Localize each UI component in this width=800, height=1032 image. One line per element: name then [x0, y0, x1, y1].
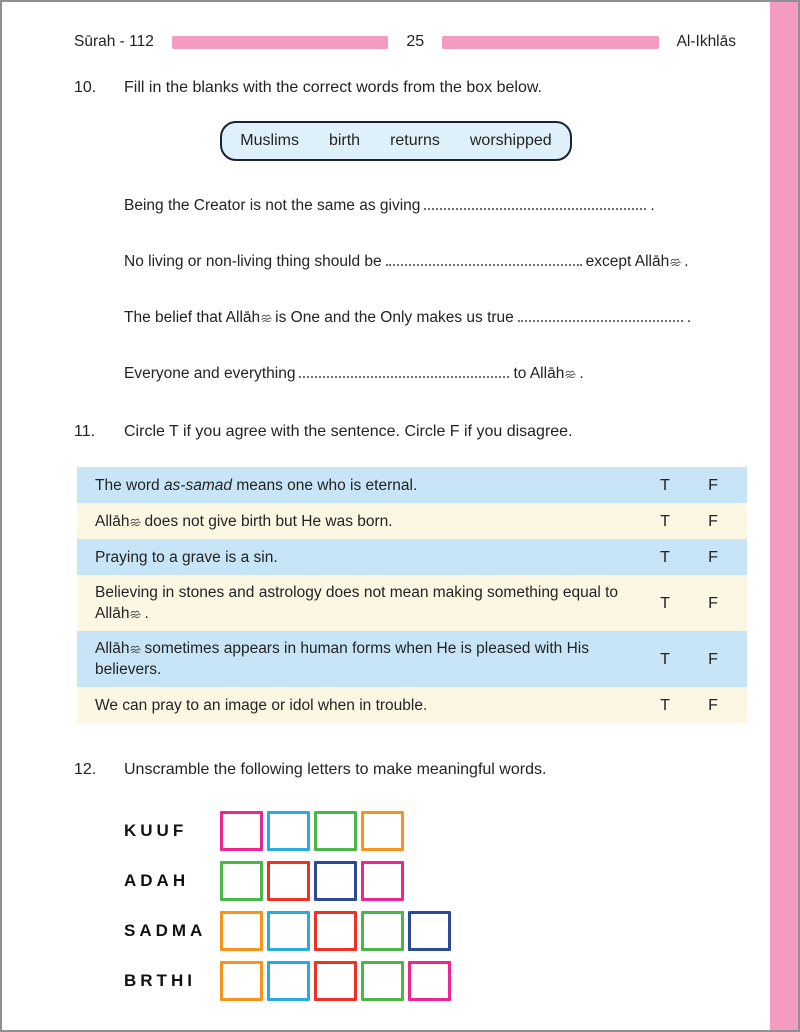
letter-box[interactable] [314, 861, 357, 901]
letter-box[interactable] [314, 911, 357, 951]
false-option[interactable]: F [708, 696, 718, 714]
answer-boxes [220, 861, 404, 901]
letter-box[interactable] [408, 911, 451, 951]
page-number: 25 [406, 33, 425, 50]
sentence-text: . [650, 197, 655, 214]
letter-box[interactable] [361, 811, 404, 851]
allah-honorific-icon [670, 257, 681, 267]
false-option[interactable]: F [708, 512, 718, 530]
answer-blank[interactable] [299, 375, 509, 378]
surah-number-label: Sūrah - 112 [74, 33, 154, 50]
scrambled-letters: BRTHI [124, 971, 196, 990]
allah-honorific-icon [130, 517, 141, 527]
sentence-text: The belief that Allāh [124, 309, 261, 326]
sentence-text: No living or non-living thing should be [124, 253, 382, 270]
page-header [74, 33, 736, 51]
question-12 [74, 759, 738, 781]
question-prompt: Circle T if you agree with the sentence. Circle F if you disagree. [124, 423, 573, 440]
letter-box[interactable] [220, 961, 263, 1001]
table-row [77, 539, 747, 575]
letter-box[interactable] [220, 911, 263, 951]
true-option[interactable]: T [660, 650, 670, 668]
sentence-text: Being the Creator is not the same as giving [124, 197, 421, 214]
answer-boxes [220, 911, 451, 951]
true-option[interactable]: T [660, 548, 670, 566]
letter-box[interactable] [361, 861, 404, 901]
letter-box[interactable] [267, 961, 310, 1001]
letter-box[interactable] [267, 861, 310, 901]
table-row [77, 631, 747, 687]
allah-honorific-icon [130, 644, 141, 654]
statement-text: Allāh does not give birth but He was born. [95, 512, 393, 530]
letter-box[interactable] [361, 911, 404, 951]
sentence-text: . [686, 309, 692, 326]
unscramble-row [124, 861, 798, 901]
allah-honorific-icon [565, 369, 576, 379]
letter-box[interactable] [267, 911, 310, 951]
table-row [77, 687, 747, 723]
false-option[interactable]: F [708, 594, 718, 612]
true-option[interactable]: T [660, 512, 670, 530]
scrambled-letters: ADAH [124, 871, 190, 890]
letter-box[interactable] [361, 961, 404, 1001]
statement-text: Allāh sometimes appears in human forms when He is pleased with His believers. [95, 640, 589, 678]
word-bank-item[interactable]: returns [390, 132, 440, 149]
question-number: 12. [74, 761, 97, 778]
table-row [77, 467, 747, 503]
true-false-table [77, 467, 747, 723]
false-option[interactable]: F [708, 476, 718, 494]
unscramble-row [124, 911, 798, 951]
unscramble-section [124, 811, 798, 1001]
question-number: 11. [74, 423, 96, 440]
page-edge-band [770, 2, 798, 1030]
letter-box[interactable] [220, 811, 263, 851]
fill-blank-sentence [124, 363, 798, 385]
answer-boxes [220, 811, 404, 851]
statement-text: Believing in stones and astrology does not mean making something equal to Allāh . [95, 584, 619, 622]
fill-blank-sentence [124, 251, 798, 273]
true-option[interactable]: T [660, 696, 670, 714]
sentence-text: . [579, 365, 584, 382]
unscramble-row [124, 811, 798, 851]
surah-name-label: Al-Ikhlās [676, 33, 736, 50]
header-bar-left [172, 36, 388, 49]
true-option[interactable]: T [660, 476, 670, 494]
sentence-text: . [684, 253, 689, 270]
allah-honorific-icon [130, 609, 141, 619]
header-bar-right [442, 36, 658, 49]
scrambled-letters: KUUF [124, 821, 188, 840]
answer-blank[interactable] [424, 207, 646, 210]
word-bank-item[interactable]: birth [328, 132, 361, 149]
letter-box[interactable] [267, 811, 310, 851]
true-option[interactable]: T [660, 594, 670, 612]
table-row [77, 575, 747, 631]
sentence-text: to Allāh [513, 365, 565, 382]
allah-honorific-icon [261, 313, 272, 323]
sentence-text: except Allāh [585, 253, 670, 270]
letter-box[interactable] [314, 811, 357, 851]
question-prompt: Fill in the blanks with the correct words from the box below. [124, 79, 542, 96]
question-11 [74, 421, 738, 443]
statement-text: Praying to a grave is a sin. [95, 548, 278, 566]
fill-blank-sentence [124, 195, 798, 217]
statement-text: The word as-samad means one who is eternal. [95, 476, 418, 494]
statement-text: We can pray to an image or idol when in trouble. [95, 696, 428, 714]
letter-box[interactable] [408, 961, 451, 1001]
question-prompt: Unscramble the following letters to make meaningful words. [124, 761, 547, 778]
sentence-text: is One and the Only makes us true [275, 309, 514, 326]
word-bank-item[interactable]: worshipped [469, 132, 552, 149]
question-number: 10. [74, 79, 97, 96]
table-row [77, 503, 747, 539]
scrambled-letters: SADMA [124, 921, 207, 940]
word-bank [220, 121, 572, 161]
word-bank-item[interactable]: Muslims [240, 132, 299, 149]
answer-blank[interactable] [518, 319, 683, 322]
fill-blank-sentence [124, 307, 798, 329]
question-10 [74, 77, 738, 99]
answer-blank[interactable] [386, 263, 582, 266]
sentence-text: Everyone and everything [124, 365, 296, 382]
false-option[interactable]: F [708, 548, 718, 566]
answer-boxes [220, 961, 451, 1001]
false-option[interactable]: F [708, 650, 718, 668]
letter-box[interactable] [220, 861, 263, 901]
unscramble-row [124, 961, 798, 1001]
letter-box[interactable] [314, 961, 357, 1001]
